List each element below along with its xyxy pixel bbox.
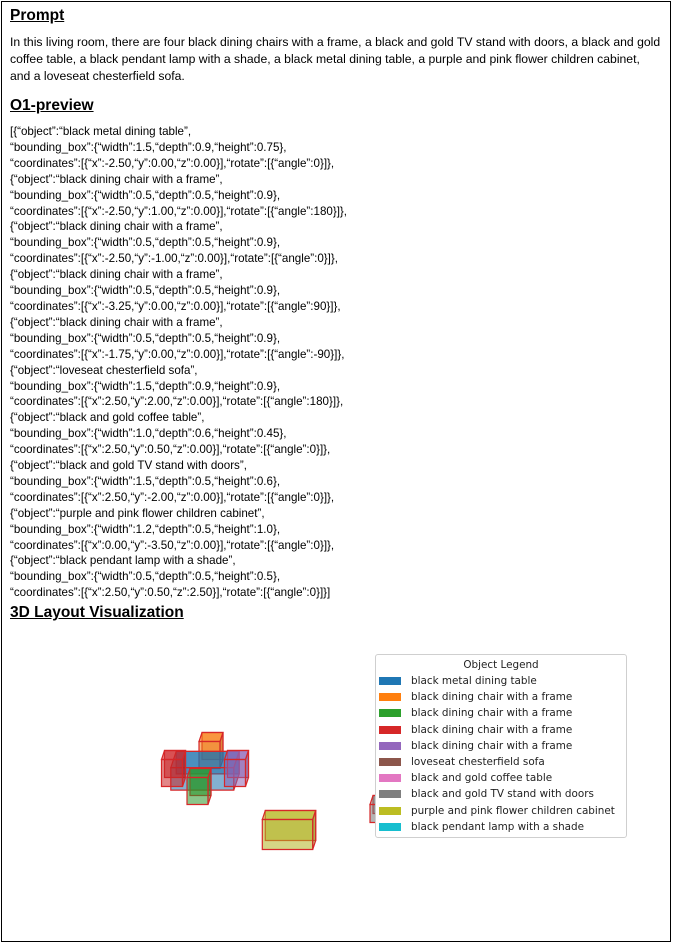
legend-label: black dining chair with a frame	[411, 739, 573, 752]
o1-line: “bounding_box”:{“width”:1.2,“depth”:0.5,“height”:1.0},	[10, 522, 281, 536]
box-face	[187, 769, 211, 778]
object-box	[225, 751, 249, 787]
o1-line: “coordinates”:[{“x”:2.50,“y”:0.50,“z”:0.00}],“rotate”:[{“angle”:0}]},	[10, 443, 331, 457]
o1-line: “coordinates”:[{“x”:0.00,“y”:-3.50,“z”:0.00}],“rotate”:[{“angle”:0}]},	[10, 538, 335, 552]
legend-item	[376, 689, 626, 705]
o1-line: {“object”:“black dining chair with a frame”,	[10, 268, 223, 282]
o1-line: “coordinates”:[{“x”:2.50,“y”:2.00,“z”:0.00}],“rotate”:[{“angle”:180}]},	[10, 395, 344, 409]
legend-swatch	[379, 709, 401, 717]
o1-line: “bounding_box”:{“width”:0.5,“depth”:0.5,“height”:0.9},	[10, 284, 281, 298]
legend-swatch	[379, 726, 401, 734]
legend-item	[376, 786, 626, 802]
object-legend	[375, 654, 627, 838]
o1-heading: O1-preview	[10, 97, 94, 114]
legend-title: Object Legend	[463, 659, 539, 671]
legend-swatch	[379, 790, 401, 798]
o1-output	[10, 124, 662, 601]
o1-line: {“object”:“black and gold TV stand with doors”,	[10, 459, 247, 473]
legend-label: black metal dining table	[411, 675, 537, 688]
legend-swatch	[379, 677, 401, 685]
legend-label: black dining chair with a frame	[411, 691, 573, 704]
o1-line: “coordinates”:[{“x”:2.50,“y”:0.50,“z”:2.50}],“rotate”:[{“angle”:0}]}]	[10, 586, 331, 600]
viz-heading: 3D Layout Visualization	[10, 604, 184, 621]
o1-line: “bounding_box”:{“width”:0.5,“depth”:0.5,“height”:0.9},	[10, 236, 281, 250]
box-face	[199, 733, 223, 742]
legend-item	[376, 705, 626, 721]
box-face	[262, 820, 312, 850]
o1-line: “coordinates”:[{“x”:-2.50,“y”:0.00,“z”:0.00}],“rotate”:[{“angle”:0}]},	[10, 156, 335, 170]
o1-line: {“object”:“black dining chair with a frame”,	[10, 220, 223, 234]
prompt-heading: Prompt	[10, 7, 65, 24]
o1-line: “bounding_box”:{“width”:1.5,“depth”:0.5,“height”:0.6},	[10, 474, 281, 488]
legend-item	[376, 770, 626, 786]
object-box	[187, 769, 211, 805]
legend-swatch	[379, 742, 401, 750]
legend-label: black dining chair with a frame	[411, 723, 573, 736]
legend-label: black pendant lamp with a shade	[411, 820, 585, 833]
o1-line: {“object”:“loveseat chesterfield sofa”,	[10, 363, 198, 377]
box-face	[162, 751, 186, 760]
o1-line: “coordinates”:[{“x”:-3.25,“y”:0.00,“z”:0.00}],“rotate”:[{“angle”:90}]},	[10, 299, 341, 313]
o1-line: “coordinates”:[{“x”:-2.50,“y”:1.00,“z”:0.00}],“rotate”:[{“angle”:180}]},	[10, 204, 348, 218]
legend-swatch	[379, 823, 401, 831]
legend-swatch	[379, 774, 401, 782]
legend-label: black and gold coffee table	[411, 772, 553, 785]
box-face	[162, 760, 183, 787]
legend-swatch	[379, 693, 401, 701]
legend-label: loveseat chesterfield sofa	[411, 756, 545, 769]
legend-item	[376, 673, 626, 689]
prompt-text: In this living room, there are four black dining chairs with a frame, a black and gold TV stand with doors, a black and gold coffee table, a black pendant lamp with a shade, a black metal dining table, a purple and pink flower children cabinet, and a loveseat chesterfield sofa.	[10, 35, 661, 83]
o1-line: “coordinates”:[{“x”:-2.50,“y”:-1.00,“z”:0.00}],“rotate”:[{“angle”:0}]},	[10, 252, 338, 266]
o1-line: “coordinates”:[{“x”:2.50,“y”:-2.00,“z”:0.00}],“rotate”:[{“angle”:0}]},	[10, 490, 335, 504]
box-face	[262, 811, 315, 820]
box-face	[187, 778, 208, 805]
o1-line: “coordinates”:[{“x”:-1.75,“y”:0.00,“z”:0.00}],“rotate”:[{“angle”:-90}]},	[10, 347, 345, 361]
o1-line: {“object”:“black pendant lamp with a shade”,	[10, 554, 236, 568]
object-box	[162, 751, 186, 787]
o1-line: “bounding_box”:{“width”:0.5,“depth”:0.5,“height”:0.9},	[10, 188, 281, 202]
box-face	[225, 751, 249, 760]
o1-line: {“object”:“black dining chair with a frame”,	[10, 315, 223, 329]
object-box	[262, 811, 315, 850]
o1-line: “bounding_box”:{“width”:1.5,“depth”:0.9,“height”:0.9},	[10, 379, 281, 393]
legend-swatch	[379, 758, 401, 766]
legend-label: black and gold TV stand with doors	[411, 788, 594, 801]
o1-line: “bounding_box”:{“width”:1.0,“depth”:0.6,“height”:0.45},	[10, 427, 287, 441]
legend-item	[376, 722, 626, 738]
o1-line: “bounding_box”:{“width”:1.5,“depth”:0.9,“height”:0.75},	[10, 140, 287, 154]
legend-item	[376, 754, 626, 770]
o1-line: [{“object”:“black metal dining table”,	[10, 125, 192, 138]
o1-line: “bounding_box”:{“width”:0.5,“depth”:0.5,“height”:0.5},	[10, 570, 281, 584]
o1-line: {“object”:“black and gold coffee table”,	[10, 411, 205, 425]
legend-label: purple and pink flower children cabinet	[411, 804, 615, 817]
legend-item	[376, 819, 626, 835]
o1-line: “bounding_box”:{“width”:0.5,“depth”:0.5,“height”:0.9},	[10, 331, 281, 345]
legend-swatch	[379, 807, 401, 815]
o1-line: {“object”:“black dining chair with a frame”,	[10, 172, 223, 186]
box-face	[225, 760, 246, 787]
legend-item	[376, 803, 626, 819]
legend-label: black dining chair with a frame	[411, 707, 573, 720]
o1-line: {“object”:“purple and pink flower children cabinet”,	[10, 506, 265, 520]
legend-item	[376, 738, 626, 754]
